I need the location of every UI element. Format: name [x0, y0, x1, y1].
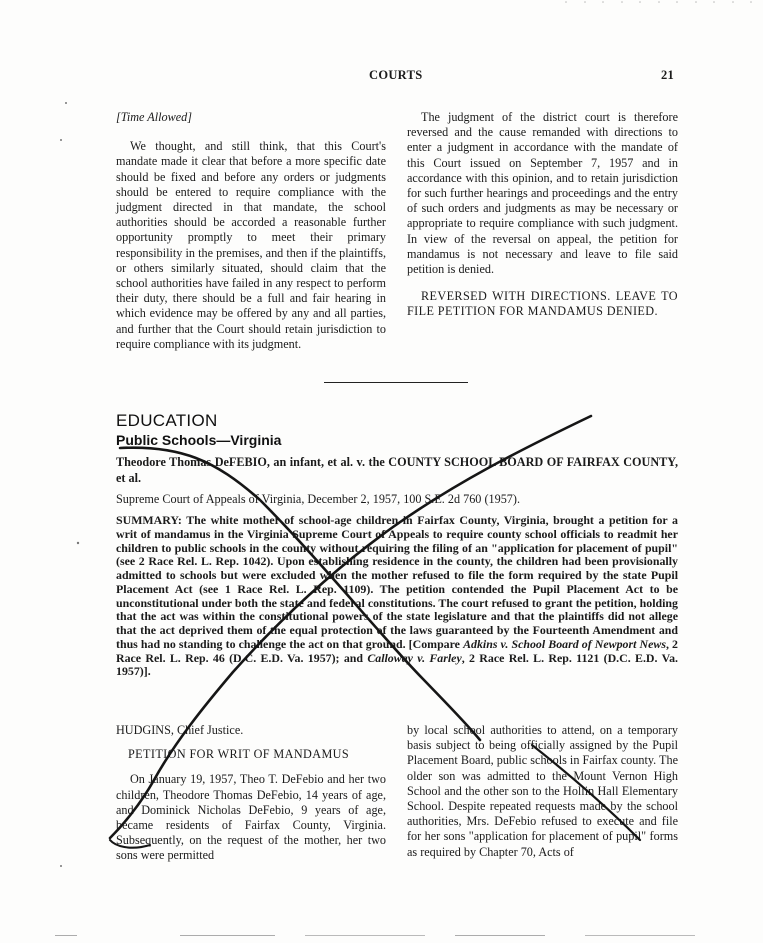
opinion-heading: PETITION FOR WRIT OF MANDAMUS: [128, 747, 350, 762]
section-separator: [324, 382, 468, 383]
opinion-right-paragraph: by local school authorities to attend, on a temporary basis subject to being officially assigned by the Pupil Placement Board, public schools in Fairfax county. The older son was admitted to the Mount Vernon High School and the other son to the Hollin Hall Elementary School. Despite repeated requests made by the school authorities, Mrs. DeFebio refused to execute and file for her sons "application for placement of pupil" forms as required by Chapter 70, Acts of: [407, 723, 678, 859]
case-summary: [116, 514, 678, 679]
prior-case-right-column: [407, 110, 678, 320]
compare-case-1: Adkins v. School Board of Newport News: [463, 636, 666, 651]
prior-case-left-column: [116, 110, 386, 352]
summary-label: SUMMARY:: [116, 513, 182, 527]
opinion-right-column: [407, 723, 678, 860]
top-edge-dots: [565, 1, 752, 3]
page-number: 21: [661, 68, 675, 82]
section-subtitle: Public Schools—Virginia: [116, 432, 282, 448]
prior-case-right-paragraph: The judgment of the district court is therefore reversed and the cause remanded with directions to enter a judgment in accordance with the mandate of this Court issued on September 7, 1957 and in accordance with this opinion, and to retain jurisdiction for such further hearings and proceedings and the entry of such orders and judgments as may be necessary or appropriate to require compliance with such judgment. In view of the reversal on appeal, the petition for mandamus is not necessary and leave to file said petition is denied.: [407, 110, 678, 277]
prior-case-left-paragraph: We thought, and still think, that this Court's mandate made it clear that before a more specific date should be fixed and before any orders or judgments should be entered to require compliance with the judgment directed in that mandate, the school authorities should be accorded a reasonable further opportunity promptly to meet their primary responsibility in the premises, and then if the plaintiffs, or others similarly situated, should claim that the school authorities have failed in any respect to perform their duty, there should be a full and fair hearing in which evidence may be offered by any and all parties, and further that the Court should retain jurisdiction to require compliance with its judgment.: [116, 139, 386, 351]
opinion-author: HUDGINS, Chief Justice.: [116, 723, 244, 737]
case-caption: Theodore Thomas DeFEBIO, an infant, et al. v. the COUNTY SCHOOL BOARD OF FAIRFAX COUNTY, et al.: [116, 455, 678, 485]
summary-body: The white mother of school-age children in Fairfax County, Virginia, brought a petition for a writ of mandamus in the Virginia Supreme Court of Appeals to require county school officials to readmit her children to public schools in the county without requiring the filing of an "application for placement of pupil" (see 2 Race Rel. L. Rep. 1042). Upon establishing residence in the county, the children had been provisionally admitted to schools but were excluded when the mother refused to file the form required by the state Pupil Placement Act (see 1 Race Rel. L. Rep. 1109). The petition contended the Pupil Placement Act to be unconstitutional under both the state and federal constitutions. The court refused to grant the petition, holding that the act was within the constitutional powers of the state legislature and that the plaintiffs did not allege that the act deprived them of the equal protection of the laws guaranteed by the Fourteenth Amendment and thus had no standing to challenge the act on that ground. [Compare: [116, 513, 678, 651]
time-allowed-heading: [Time Allowed]: [116, 110, 192, 124]
running-header-title: COURTS: [369, 68, 423, 82]
compare-cite-1: , 2 Race Rel. L. Rep. 46 (D.C. E.D. Va. 1957); and: [116, 636, 678, 665]
opinion-left-paragraph: On January 19, 1957, Theo T. DeFebio and her two children, Theodore Thomas DeFebio, 14 years of age, and Dominick Nicholas DeFebio, 9 years of age, became residents of Fairfax County, Virginia. Subsequently, on the request of the mother, her two sons were permitted: [116, 772, 386, 863]
compare-case-2: Calloway v. Farley: [367, 650, 462, 665]
compare-cite-2: , 2 Race Rel. L. Rep. 1121 (D.C. E.D. Va. 1957)].: [116, 650, 679, 679]
disposition-text: REVERSED WITH DIRECTIONS. LEAVE TO FILE PETITION FOR MANDAMUS DENIED.: [407, 289, 678, 319]
opinion-left-column: [116, 723, 386, 864]
case-citation: Supreme Court of Appeals of Virginia, December 2, 1957, 100 S.E. 2d 760 (1957).: [116, 492, 520, 506]
section-title: EDUCATION: [116, 411, 218, 430]
